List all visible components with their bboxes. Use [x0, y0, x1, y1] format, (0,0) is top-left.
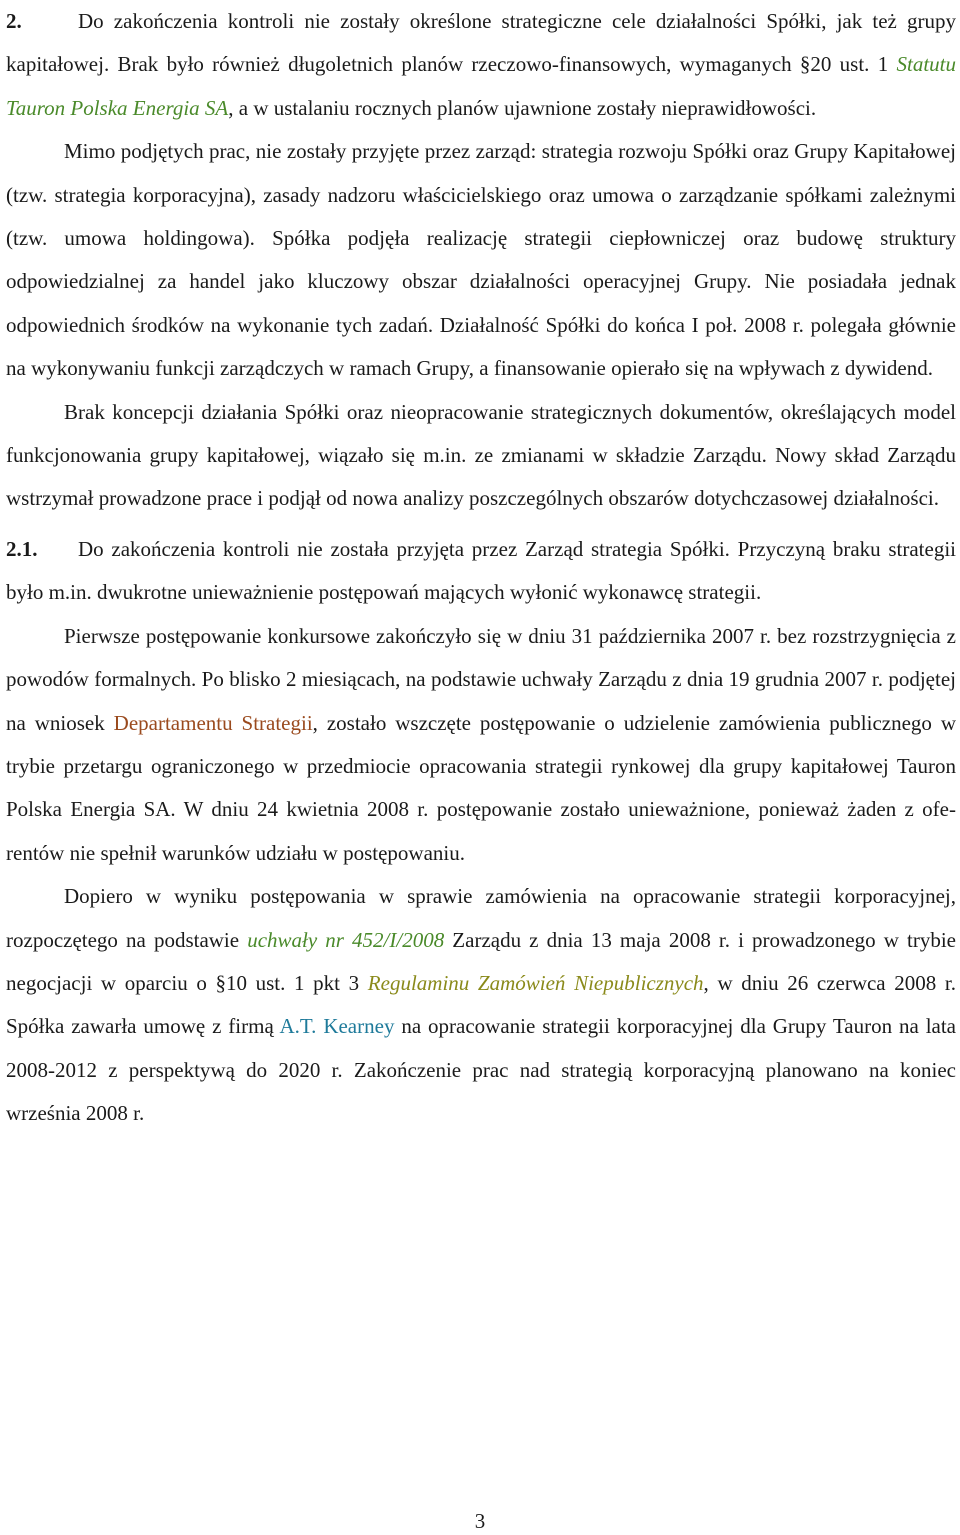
section-text: , a w ustalaniu rocznych planów ujawnione zostały nieprawidłowości.: [228, 95, 817, 120]
document-page: [6, 0, 956, 1136]
resolution-link[interactable]: uchwały nr 452/I/2008: [247, 927, 445, 952]
section-text: Do zakończenia kontroli nie zostały określone strategiczne cele działalności Spółki, jak też grupy kapitałowej. Brak było również długoletnich planów rzeczowo-finansowych, wymaganych §20 ust. 1: [6, 9, 956, 77]
paragraph-text: , zostało wszczęte postępowanie o udzielenie zamówienia publicznego w trybie przetargu ograniczonego w przedmiocie opracowania strategii rynkowej dla grupy kapitałowej Tauron Polska Energia SA. W dniu 24 kwietnia 2008 r. postępowanie zostało unieważnione, ponieważ żaden z oferentów nie spełnił warunków udziału w postępowaniu.: [6, 710, 956, 865]
page-number: 3: [474, 1509, 486, 1533]
section-text: Do zakończenia kontroli nie została przyjęta przez Zarząd strategia Spółki. Przyczyną braku strategii było m.in. dwukrotne unieważnienie postępowań mających wyłonić wykonawcę strategii.: [6, 536, 956, 605]
paragraph-text: na opracowanie strategii korporacyjnej dla Grupy Tauron na lata 2008-2012 z perspektywą do 2020 r. Zakończenie prac nad strategią korporacyjną planowano na koniec września 2008 r.: [6, 1014, 957, 1126]
paragraph-text: Pierwsze postępowanie konkursowe zakończyło się w dniu 31 października 2007 r. bez rozstrzygnięcia z powodów formalnych. Po blisko 2 miesiącach, na podstawie uchwały Zarządu z dnia 19 grudnia 2007 r. podjętej na wniosek: [6, 623, 956, 735]
section-number: 2.1.: [6, 536, 38, 561]
section-2-paragraph: [6, 0, 956, 130]
paragraph-mimo: Mimo podjętych prac, nie zostały przyjęte przez zarząd: strategia rozwoju Spółki oraz Grupy Kapitałowej (tzw. strategia korporacyjna), zasady nadzoru właścicielskiego oraz umowa o zarządzanie spółkami zależnymi (tzw. umowa holdingowa). Spółka podjęła realizację strategii ciepłowniczej oraz budowę struktury odpowiedzialnej za handel jako kluczowy obszar działalności operacyjnej Grupy. Nie posiadała jednak odpowiednich środków na wykonanie tych zadań. Działalność Spółki do końca I poł. 2008 r. polegała głównie na wykonywaniu funkcji zarządczych w ramach Grupy, a finansowanie opierało się na wpływach z dywidend.: [6, 139, 956, 381]
paragraph-pierwsze: [6, 615, 956, 875]
company-link[interactable]: A.T. Kearney: [279, 1014, 395, 1039]
paragraph-dopiero: [6, 875, 956, 1135]
section-2-1-paragraph: [6, 528, 956, 615]
paragraph-brak: Brak koncepcji działania Spółki oraz nieopracowanie strategicznych dokumentów, określających model funkcjonowania grupy kapitałowej, wiązało się m.in. ze zmianami w składzie Zarządu. Nowy skład Zarządu wstrzymał prowadzone prace i podjął od nowa analizy poszczególnych obszarów dotychczasowej działalności.: [6, 399, 956, 511]
paragraph-text: , w dniu 26 czerwca 2008 r. Spółka zawarła umowę z firmą: [6, 970, 956, 1039]
regulations-link[interactable]: Regulaminu Zamówień Niepublicznych: [367, 970, 704, 995]
section-number: 2.: [6, 9, 22, 33]
paragraph-text: Zarządu z dnia 13 maja 2008 r. i prowadzonego w trybie negocjacji w oparciu o §10 ust. 1 pkt 3: [6, 927, 956, 995]
statute-link[interactable]: Statutu Tauron Polska Energia SA: [6, 52, 956, 120]
department-link[interactable]: Departamentu Strategii: [113, 710, 313, 735]
paragraph-text: Dopiero w wyniku postępowania w sprawie zamówienia na opracowanie strategii korporacyjnej, rozpoczętego na podstawie: [6, 884, 956, 952]
